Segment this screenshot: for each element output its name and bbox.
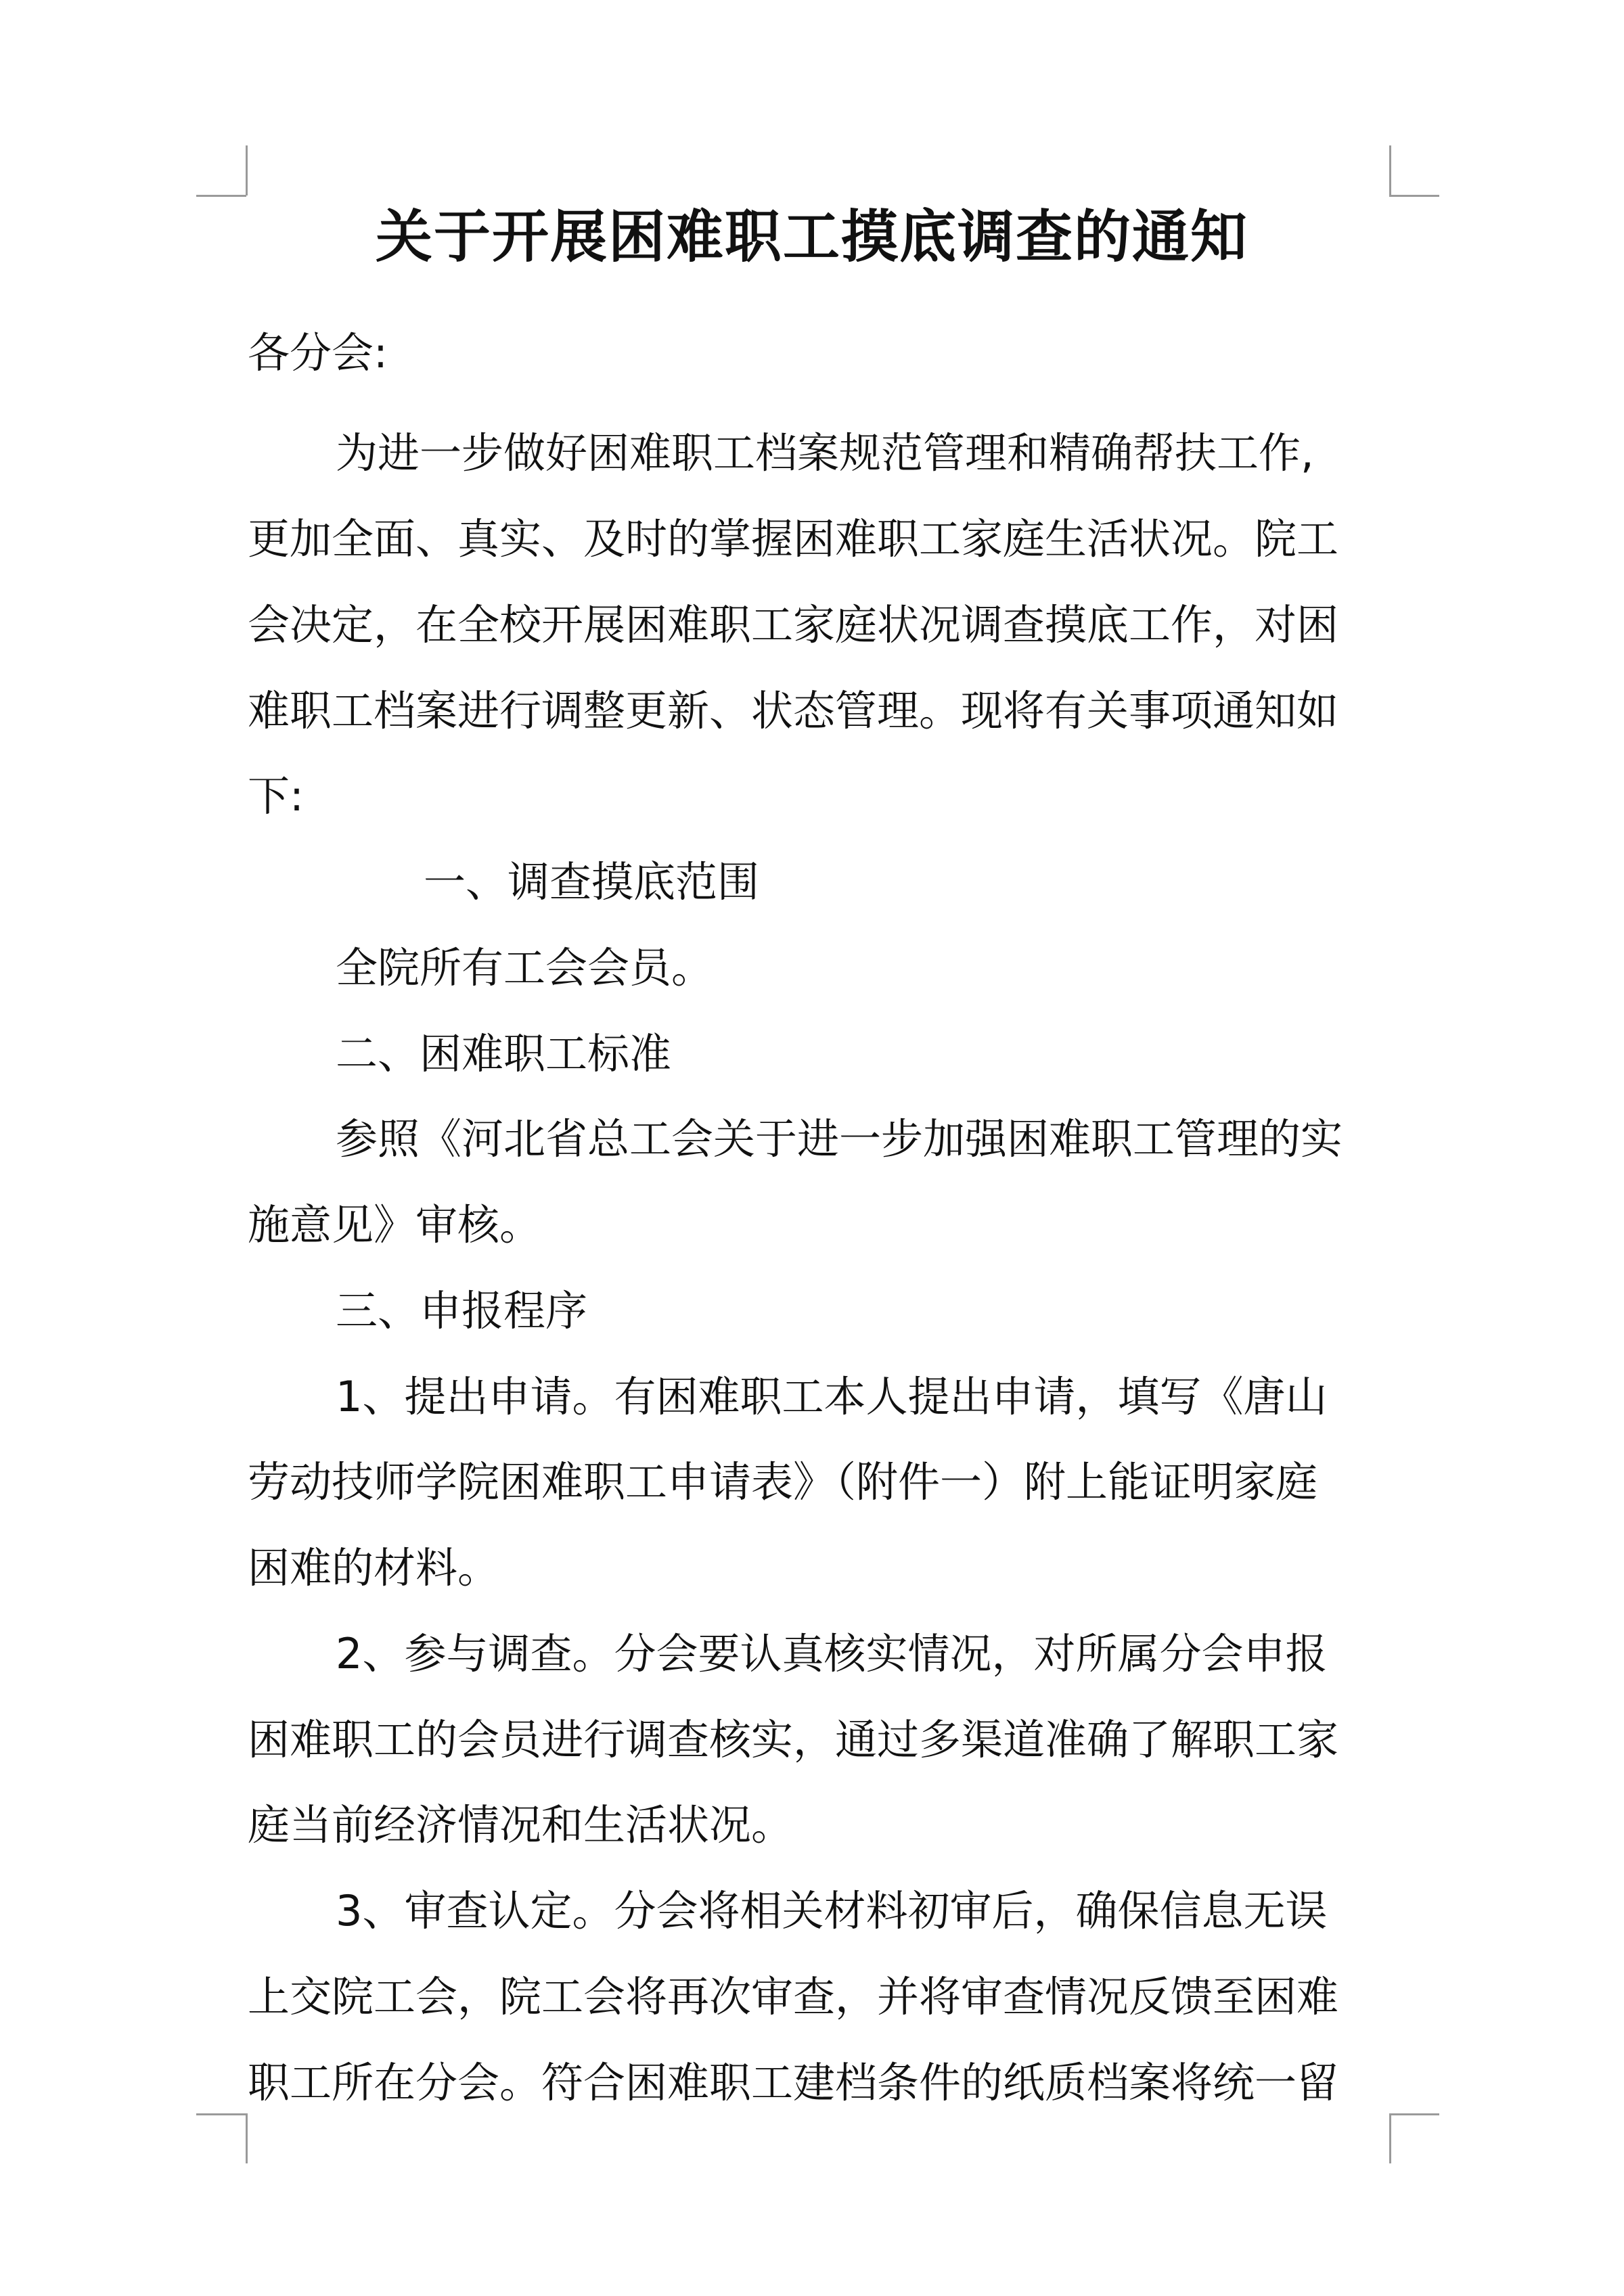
body-line: 难职工档案进行调整更新、状态管理。现将有关事项通知如 xyxy=(248,686,1339,735)
salutation: 各分会: xyxy=(248,328,388,377)
body-line: 困难的材料。 xyxy=(248,1543,500,1592)
section-heading-3: 三、申报程序 xyxy=(336,1286,588,1335)
crop-mark-top-right-v xyxy=(1389,145,1391,196)
document-title: 关于开展困难职工摸底调查的通知 xyxy=(375,204,1248,270)
crop-mark-bottom-right-h xyxy=(1389,2113,1439,2115)
body-line: 全院所有工会会员。 xyxy=(336,943,714,992)
body-line: 1、提出申请。有困难职工本人提出申请，填写《唐山 xyxy=(336,1372,1328,1421)
body-line: 下: xyxy=(248,771,304,821)
body-line: 参照《河北省总工会关于进一步加强困难职工管理的实 xyxy=(336,1114,1343,1164)
section-heading-1: 一、调查摸底范围 xyxy=(424,857,760,906)
body-line: 3、审查认定。分会将相关材料初审后，确保信息无误 xyxy=(336,1886,1328,1935)
body-line: 庭当前经济情况和生活状况。 xyxy=(248,1800,794,1850)
section-heading-2: 二、困难职工标准 xyxy=(336,1029,672,1078)
body-line: 上交院工会，院工会将再次审查，并将审查情况反馈至困难 xyxy=(248,1972,1339,2021)
body-line: 更加全面、真实、及时的掌握困难职工家庭生活状况。院工 xyxy=(248,514,1339,564)
body-line: 劳动技师学院困难职工申请表》（附件一）附上能证明家庭 xyxy=(248,1457,1318,1507)
crop-mark-bottom-right-v xyxy=(1389,2113,1391,2163)
body-line: 困难职工的会员进行调查核实，通过多渠道准确了解职工家 xyxy=(248,1715,1339,1764)
body-line: 施意见》审核。 xyxy=(248,1200,542,1249)
body-line: 职工所在分会。符合困难职工建档条件的纸质档案将统一留 xyxy=(248,2058,1339,2107)
body-line: 会决定，在全校开展困难职工家庭状况调查摸底工作，对困 xyxy=(248,600,1339,649)
crop-mark-bottom-left-h xyxy=(196,2113,246,2115)
crop-mark-bottom-left-v xyxy=(246,2113,248,2163)
body-line: 为进一步做好困难职工档案规范管理和精确帮扶工作, xyxy=(336,428,1314,478)
crop-mark-top-left-v xyxy=(246,145,248,196)
body-line: 2、参与调查。分会要认真核实情况，对所属分会申报 xyxy=(336,1629,1328,1678)
